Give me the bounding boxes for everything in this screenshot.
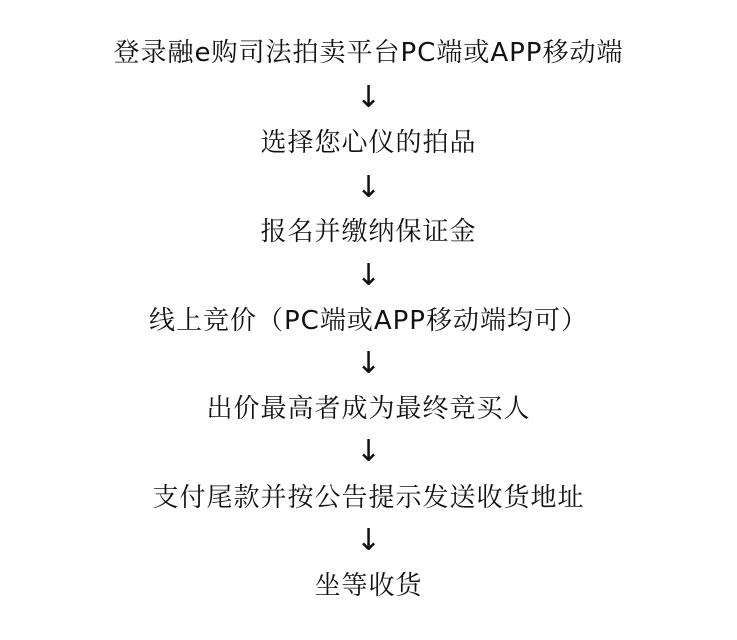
down-arrow-icon: ↓ [355, 434, 382, 469]
step-6-pay-balance: 支付尾款并按公告提示发送收货地址 [152, 483, 585, 513]
step-1-login: 登录融e购司法拍卖平台PC端或APP移动端 [113, 38, 624, 68]
step-2-select-item: 选择您心仪的拍品 [260, 128, 477, 158]
step-3-register-deposit: 报名并缴纳保证金 [260, 217, 477, 247]
down-arrow-icon: ↓ [355, 80, 382, 115]
down-arrow-icon: ↓ [355, 170, 382, 205]
step-5-highest-bidder: 出价最高者成为最终竞买人 [206, 394, 531, 424]
step-7-await-delivery: 坐等收货 [314, 571, 423, 601]
down-arrow-icon: ↓ [355, 258, 382, 293]
down-arrow-icon: ↓ [355, 523, 382, 558]
step-4-online-bidding: 线上竞价（PC端或APP移动端均可） [149, 306, 588, 336]
down-arrow-icon: ↓ [355, 346, 382, 381]
